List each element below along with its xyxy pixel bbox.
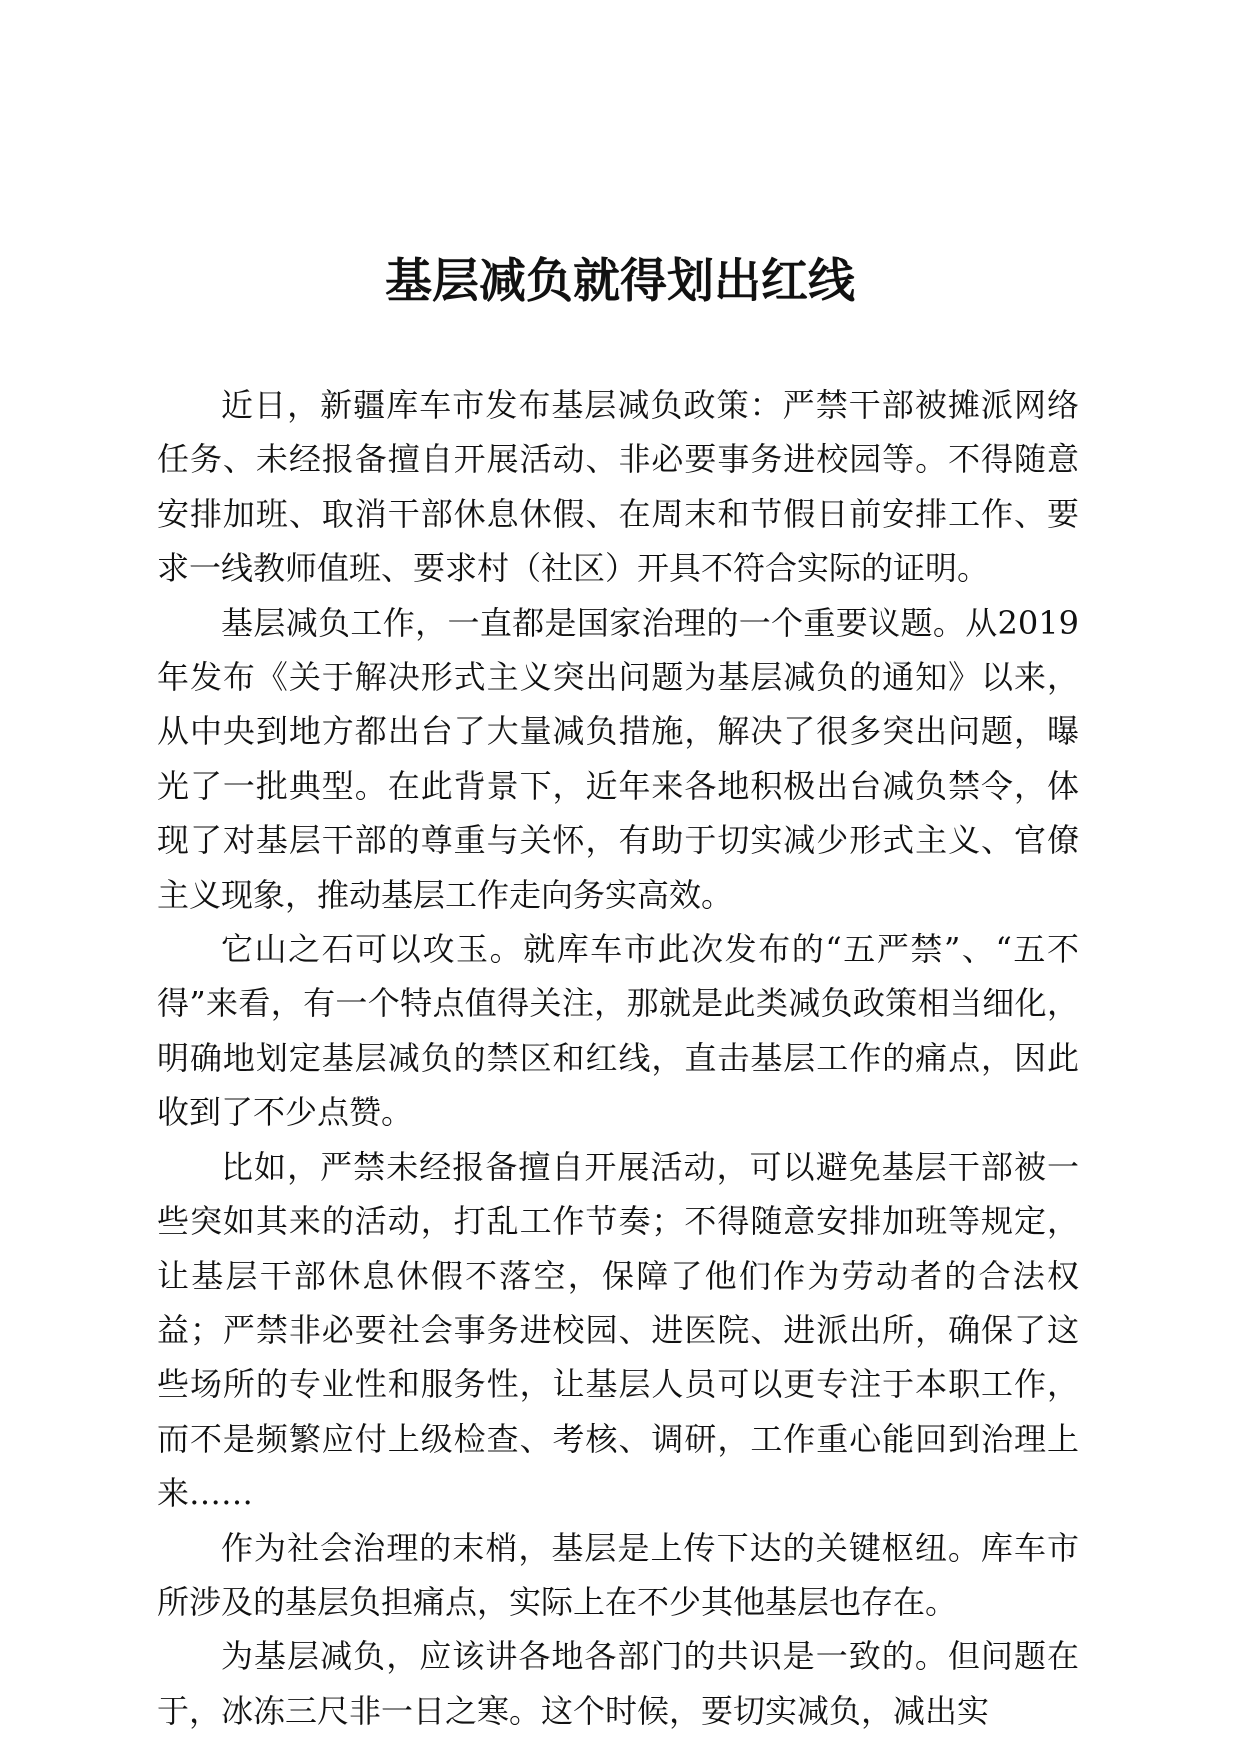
document-title: 基层减负就得划出红线 xyxy=(385,254,855,309)
paragraph: 比如，严禁未经报备擅自开展活动，可以避免基层干部被一些突如其来的活动，打乱工作节奏；不得随意安排加班等规定，让基层干部休息休假不落空，保障了他们作为劳动者的合法权益；严禁非必要社会事务进校园、进医院、进派出所，确保了这些场所的专业性和服务性，让基层人员可以更专注于本职工作，而不是频繁应付上级检查、考核、调研，工作重心能回到治理上来…… xyxy=(157,1147,1079,1513)
paragraph: 作为社会治理的末梢，基层是上传下达的关键枢纽。库车市所涉及的基层负担痛点，实际上在不少其他基层也存在。 xyxy=(157,1528,1079,1621)
document-body xyxy=(157,378,1079,1738)
paragraph: 近日，新疆库车市发布基层减负政策：严禁干部被摊派网络任务、未经报备擅自开展活动、非必要事务进校园等。不得随意安排加班、取消干部休息休假、在周末和节假日前安排工作、要求一线教师值班、要求村（社区）开具不符合实际的证明。 xyxy=(157,386,1079,588)
paragraph: 为基层减负，应该讲各地各部门的共识是一致的。但问题在于，冰冻三尺非一日之寒。这个时候，要切实减负，减出实 xyxy=(157,1637,1079,1730)
paragraph: 它山之石可以攻玉。就库车市此次发布的“五严禁”、“五不得”来看，有一个特点值得关注，那就是此类减负政策相当细化，明确地划定基层减负的禁区和红线，直击基层工作的痛点，因此收到了不少点赞。 xyxy=(157,930,1079,1132)
paragraph: 基层减负工作，一直都是国家治理的一个重要议题。从2019年发布《关于解决形式主义突出问题为基层减负的通知》以来，从中央到地方都出台了大量减负措施，解决了很多突出问题，曝光了一批典型。在此背景下，近年来各地积极出台减负禁令，体现了对基层干部的尊重与关怀，有助于切实减少形式主义、官僚主义现象，推动基层工作走向务实高效。 xyxy=(157,603,1079,914)
